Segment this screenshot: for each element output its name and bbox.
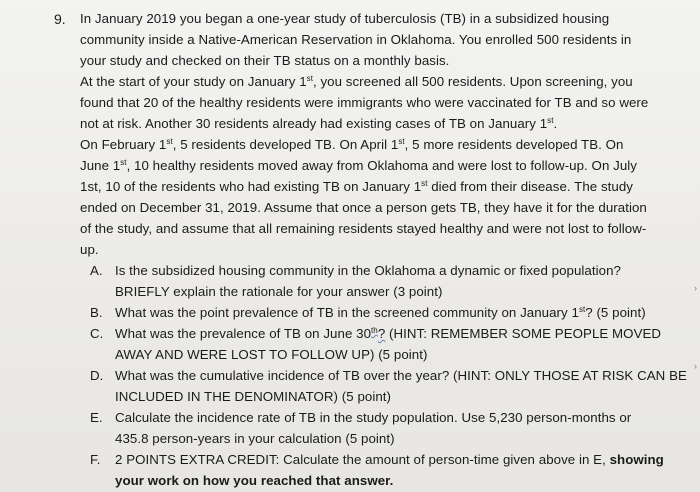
part-b-letter: B.: [90, 305, 103, 320]
para2-line-7: ended on December 31, 2019. Assume that once a person gets TB, they have it for the duration: [80, 200, 647, 215]
margin-tick: ›: [694, 361, 697, 371]
para2-line-5: June 1st, 10 healthy residents moved away from Oklahoma and were lost to follow-up. On July: [80, 158, 637, 173]
intro-line-1: In January 2019 you began a one-year study of tuberculosis (TB) in a subsidized housing: [80, 11, 610, 26]
part-d: D. What was the cumulative incidence of TB over the year? (HINT: ONLY THOSE AT RISK CAN BE: [115, 366, 687, 386]
part-c-letter: C.: [90, 326, 104, 341]
part-a-line-2: BRIEFLY explain the rationale for your answer (3 point): [115, 284, 443, 299]
para2-line-9: up.: [80, 242, 99, 257]
part-d-letter: D.: [90, 368, 104, 383]
para2-line-6: 1st, 10 of the residents who had existing TB on January 1st died from their disease. The study: [80, 179, 633, 194]
part-a-text: Is the subsidized housing community in the Oklahoma a dynamic or fixed population?: [115, 263, 621, 278]
question-number: 9.: [54, 11, 66, 27]
margin-tick: ›: [694, 283, 697, 293]
part-f-letter: F.: [90, 452, 101, 467]
part-f: F. 2 POINTS EXTRA CREDIT: Calculate the amount of person-time given above in E, showing: [115, 450, 664, 470]
part-c: C. What was the prevalence of TB on June 30th? (HINT: REMEMBER SOME PEOPLE MOVED: [115, 324, 661, 344]
part-c-line-2: AWAY AND WERE LOST TO FOLLOW UP) (5 point): [115, 347, 428, 362]
para2-line-2: found that 20 of the healthy residents were immigrants who were vaccinated for TB and so were: [80, 95, 649, 110]
part-e-line-2: 435.8 person-years in your calculation (5 point): [115, 431, 395, 446]
intro-line-2: community inside a Native-American Reservation in Oklahoma. You enrolled 500 residents in: [80, 32, 632, 47]
part-f-line-2: your work on how you reached that answer.: [115, 473, 394, 488]
part-e: E. Calculate the incidence rate of TB in the study population. Use 5,230 person-months or: [115, 408, 631, 428]
part-a: [90, 261, 621, 281]
part-a-letter: A.: [90, 263, 103, 278]
para2-line-1: At the start of your study on January 1st, you screened all 500 residents. Upon screening, you: [80, 74, 633, 89]
part-e-letter: E.: [90, 410, 103, 425]
intro-line-3: your study and checked on their TB status on a monthly basis.: [80, 53, 450, 68]
para2-line-4: On February 1st, 5 residents developed TB. On April 1st, 5 more residents developed TB. On: [80, 137, 624, 152]
para2-line-3: not at risk. Another 30 residents already had existing cases of TB on January 1st.: [80, 116, 558, 131]
part-b: B. What was the point prevalence of TB in the screened community on January 1st? (5 point): [115, 303, 646, 323]
para2-line-8: of the study, and assume that all remaining residents stayed healthy and were not lost to follow-: [80, 221, 647, 236]
part-d-line-2: INCLUDED IN THE DENOMINATOR) (5 point): [115, 389, 392, 404]
